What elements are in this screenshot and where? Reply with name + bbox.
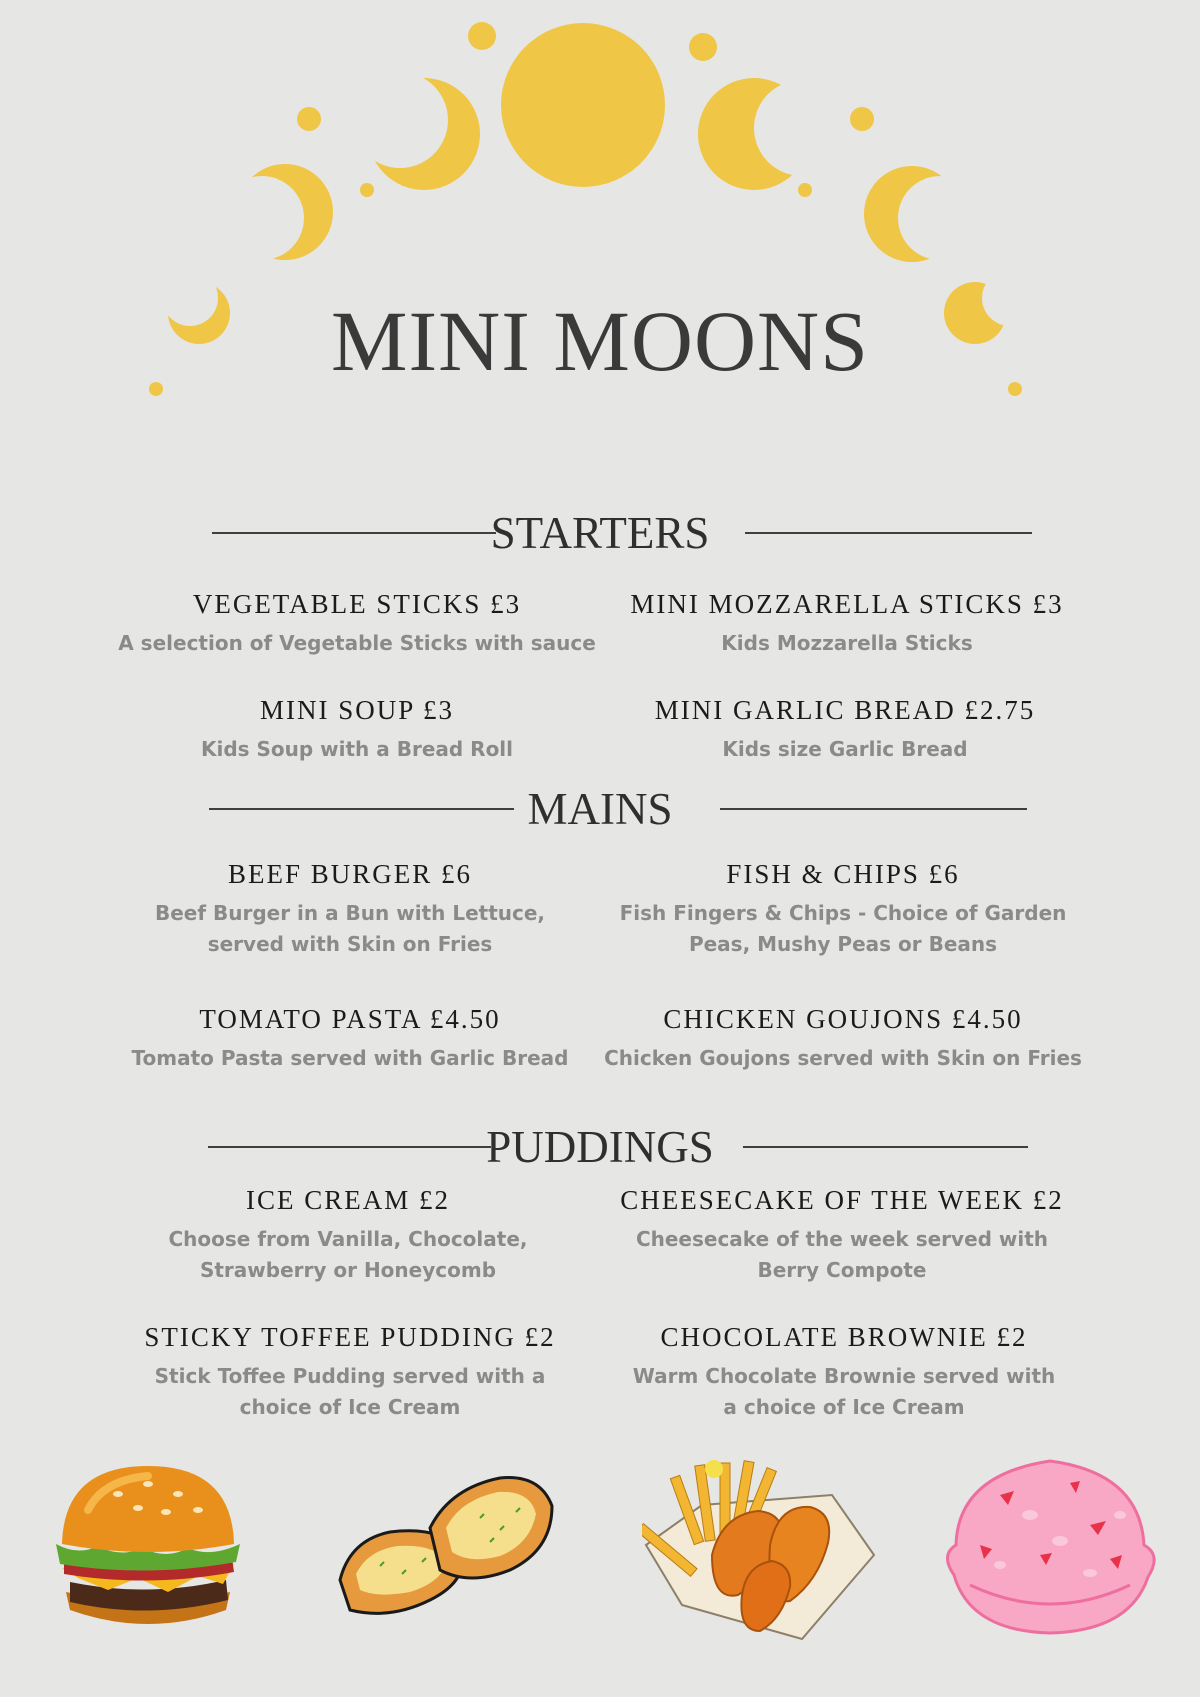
page-title: MINI MOONS	[331, 293, 869, 389]
burger-illustration	[48, 1460, 248, 1640]
item-name: ICE CREAM £2	[245, 1185, 450, 1215]
item-description: Cheesecake of the week served with Berry Compote	[635, 1227, 1049, 1282]
item-name: TOMATO PASTA £4.50	[199, 1004, 501, 1034]
ice-cream-illustration	[940, 1455, 1162, 1641]
menu-item	[594, 1321, 1094, 1423]
crescent-moon	[698, 78, 810, 190]
star-dot	[297, 107, 321, 131]
section-title: STARTERS	[490, 508, 710, 558]
star-dot	[850, 107, 874, 131]
section-header-mains	[0, 784, 1200, 834]
item-name: FISH & CHIPS £6	[726, 859, 960, 889]
crescent-moon	[368, 78, 480, 190]
star-dot	[689, 33, 717, 61]
item-description: Kids Mozzarella Sticks	[721, 631, 973, 655]
crescent-moon	[237, 164, 333, 260]
item-description: Stick Toffee Pudding served with a choice of Ice Cream	[154, 1364, 546, 1419]
section-header-starters	[0, 508, 1200, 558]
menu-item	[100, 1003, 600, 1074]
item-name: MINI MOZZARELLA STICKS £3	[630, 589, 1064, 619]
menu-item	[107, 588, 607, 659]
menu-item	[592, 1184, 1092, 1286]
star-dot	[468, 22, 496, 50]
item-description: Choose from Vanilla, Chocolate, Strawberry or Honeycomb	[168, 1227, 528, 1282]
menu-item	[100, 858, 600, 960]
item-description: Tomato Pasta served with Garlic Bread	[131, 1046, 569, 1070]
item-name: CHICKEN GOUJONS £4.50	[663, 1004, 1023, 1034]
item-description: A selection of Vegetable Sticks with sauce	[118, 631, 596, 655]
full-moon	[501, 23, 665, 187]
menu-item	[597, 588, 1097, 659]
item-description: Chicken Goujons served with Skin on Fries	[604, 1046, 1082, 1070]
star-dot	[1008, 382, 1022, 396]
menu-item	[107, 694, 607, 765]
menu-item	[593, 858, 1093, 960]
item-name: CHOCOLATE BROWNIE £2	[660, 1322, 1028, 1352]
item-description: Fish Fingers & Chips - Choice of Garden Peas, Mushy Peas or Beans	[619, 901, 1067, 956]
menu-item	[98, 1184, 598, 1286]
item-name: BEEF BURGER £6	[227, 859, 473, 889]
item-name: MINI SOUP £3	[259, 695, 454, 725]
menu-item	[100, 1321, 600, 1423]
menu-item	[593, 1003, 1093, 1074]
item-name: VEGETABLE STICKS £3	[192, 589, 522, 619]
garlic-bread-illustration	[330, 1470, 570, 1630]
item-name: STICKY TOFFEE PUDDING £2	[144, 1322, 556, 1352]
item-name: MINI GARLIC BREAD £2.75	[654, 695, 1036, 725]
menu-item	[595, 694, 1095, 765]
star-dot	[360, 183, 374, 197]
item-description: Warm Chocolate Brownie served with a choice of Ice Cream	[632, 1364, 1056, 1419]
section-header-puddings	[0, 1122, 1200, 1172]
item-name: CHEESECAKE OF THE WEEK £2	[620, 1185, 1064, 1215]
star-dot	[149, 382, 163, 396]
item-description: Kids size Garlic Bread	[722, 737, 968, 761]
section-title: PUDDINGS	[486, 1122, 714, 1172]
star-dot	[798, 183, 812, 197]
item-description: Kids Soup with a Bread Roll	[200, 737, 514, 761]
crescent-moon	[864, 166, 960, 262]
fish-and-chips-illustration	[642, 1455, 878, 1645]
section-title: MAINS	[527, 784, 673, 834]
item-description: Beef Burger in a Bun with Lettuce, served with Skin on Fries	[154, 901, 546, 956]
